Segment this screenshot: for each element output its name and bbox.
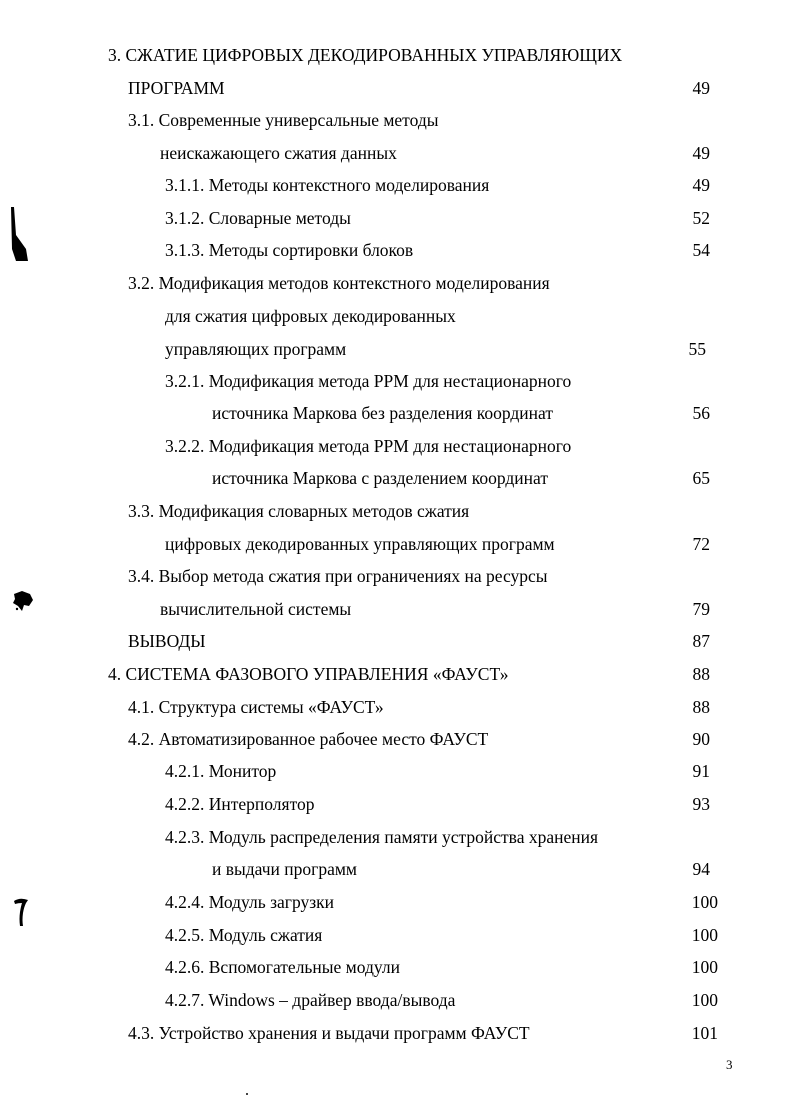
toc-page-number: 94	[692, 859, 710, 879]
toc-page-number: 101	[691, 1023, 718, 1043]
toc-page-number: 56	[692, 403, 710, 423]
toc-page-number: 93	[692, 794, 710, 814]
toc-entry-4-2-7: 4.2.7. Windows – драйвер ввода/вывода	[165, 990, 456, 1010]
toc-entry-3-4: 3.4. Выбор метода сжатия при ограничениях на ресурсы	[128, 566, 548, 586]
toc-page-number: 88	[692, 697, 710, 717]
scan-dot	[246, 1093, 248, 1095]
toc-entry-chapter-3: 3. СЖАТИЕ ЦИФРОВЫХ ДЕКОДИРОВАННЫХ УПРАВЛЯЮЩИХ	[108, 45, 623, 65]
scan-mark-middle	[8, 588, 36, 614]
toc-page-number: 72	[692, 534, 710, 554]
toc-entry-3-2-2: 3.2.2. Модификация метода PPM для нестационарного	[165, 436, 572, 456]
toc-entry-3-3-cont: цифровых декодированных управляющих программ	[165, 534, 555, 554]
toc-entry-4-2-3: 4.2.3. Модуль распределения памяти устройства хранения	[165, 827, 599, 847]
toc-entry-4-1: 4.1. Структура системы «ФАУСТ»	[128, 697, 384, 717]
toc-entry-3-2-cont: управляющих программ	[165, 339, 347, 359]
toc-entry-4-3: 4.3. Устройство хранения и выдачи программ ФАУСТ	[128, 1023, 530, 1043]
toc-entry-4-2-2: 4.2.2. Интерполятор	[165, 794, 315, 814]
toc-entry-conclusions: ВЫВОДЫ	[128, 631, 206, 651]
toc-entry-4-2: 4.2. Автоматизированное рабочее место ФАУСТ	[128, 729, 489, 749]
toc-page-number: 91	[692, 761, 710, 781]
toc-entry-3-2-1: 3.2.1. Модификация метода PPM для нестационарного	[165, 371, 572, 391]
toc-page-number: 90	[692, 729, 710, 749]
toc-entry-3-4-cont: вычислительной системы	[160, 599, 352, 619]
toc-entry-3-1-2: 3.1.2. Словарные методы	[165, 208, 351, 228]
toc-entry-chapter-4: 4. СИСТЕМА ФАЗОВОГО УПРАВЛЕНИЯ «ФАУСТ»	[108, 664, 509, 684]
toc-page-number: 100	[691, 892, 718, 912]
toc-entry-3-1: 3.1. Современные универсальные методы	[128, 110, 439, 130]
toc-page-number: 87	[692, 631, 710, 651]
toc-page-number: 88	[692, 664, 710, 684]
scan-mark-top	[8, 205, 32, 265]
toc-page-number: 52	[692, 208, 710, 228]
toc-page-number: 79	[692, 599, 710, 619]
toc-page-number: 49	[692, 143, 710, 163]
toc-page-number: 54	[692, 240, 710, 260]
toc-entry-3-2-1-cont: источника Маркова без разделения координат	[212, 403, 553, 423]
toc-entry-3-3: 3.3. Модификация словарных методов сжатия	[128, 501, 470, 521]
toc-page-number: 49	[692, 175, 710, 195]
toc-entry-3-1-cont: неискажающего сжатия данных	[160, 143, 397, 163]
toc-page-number: 100	[691, 990, 718, 1010]
page-number: 3	[726, 1057, 733, 1072]
toc-entry-3-2: 3.2. Модификация методов контекстного моделирования	[128, 273, 550, 293]
toc-entry-3-1-1: 3.1.1. Методы контекстного моделирования	[165, 175, 490, 195]
toc-entry-chapter-3-cont: ПРОГРАММ	[128, 78, 225, 98]
toc-entry-3-2-2-cont: источника Маркова с разделением координат	[212, 468, 548, 488]
toc-entry-4-2-5: 4.2.5. Модуль сжатия	[165, 925, 323, 945]
toc-entry-4-2-3-cont: и выдачи программ	[212, 859, 357, 879]
toc-page-number: 100	[691, 957, 718, 977]
toc-entry-4-2-6: 4.2.6. Вспомогательные модули	[165, 957, 400, 977]
toc-entry-3-1-3: 3.1.3. Методы сортировки блоков	[165, 240, 414, 260]
toc-entry-4-2-4: 4.2.4. Модуль загрузки	[165, 892, 335, 912]
toc-entry-3-2-cont: для сжатия цифровых декодированных	[165, 306, 456, 326]
toc-page-number: 49	[692, 78, 710, 98]
scan-mark-lower	[10, 895, 34, 929]
toc-page-number: 100	[691, 925, 718, 945]
toc-entry-4-2-1: 4.2.1. Монитор	[165, 761, 277, 781]
toc-page-number: 55	[688, 339, 706, 359]
toc-page-number: 65	[692, 468, 710, 488]
